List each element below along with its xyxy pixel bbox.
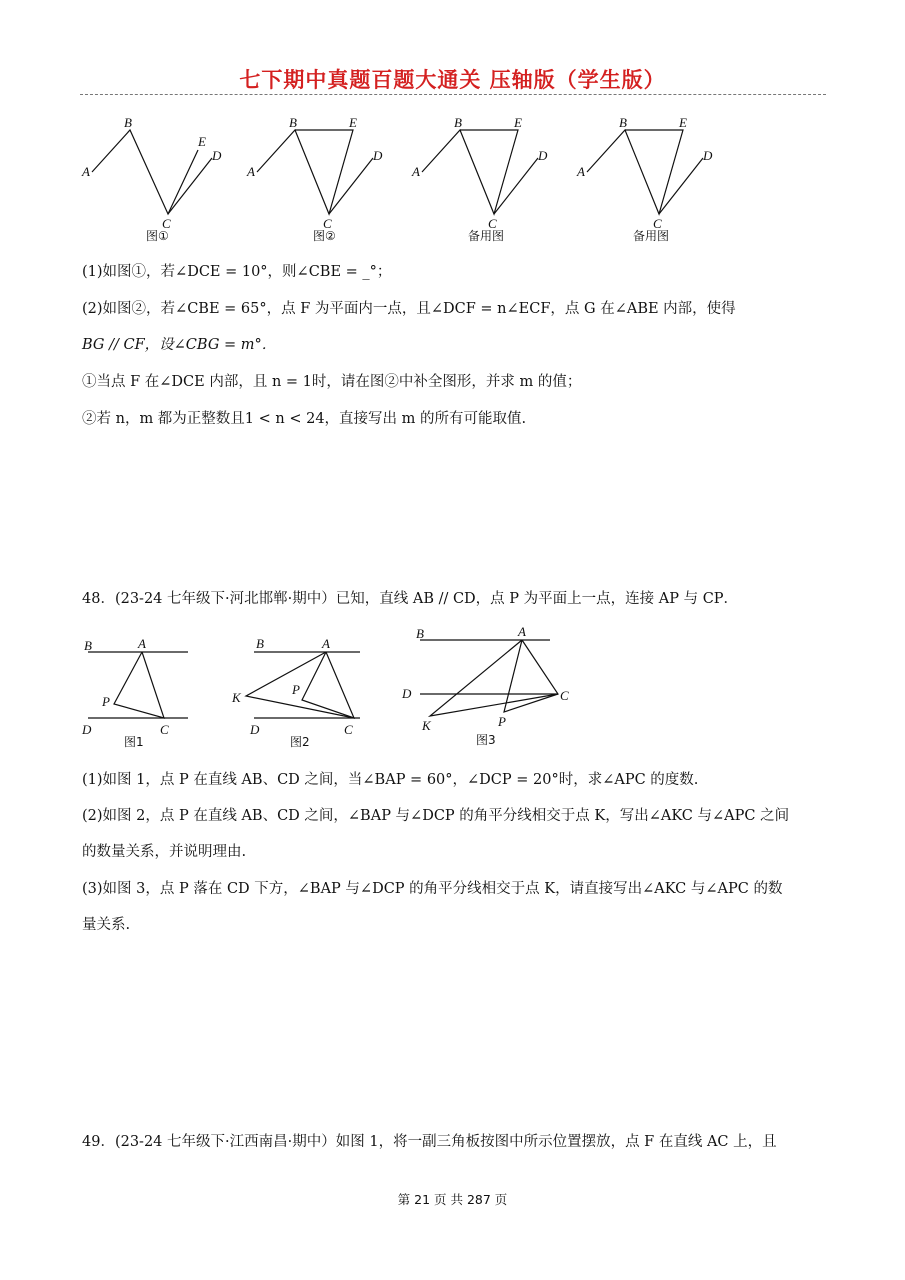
q47-fig3-label-e: E bbox=[514, 115, 522, 130]
q48-fig2-label-k: K bbox=[232, 690, 241, 705]
q47-part1: (1)如图①，若∠DCE = 10°，则∠CBE = _°； bbox=[82, 264, 392, 280]
q47-fig3-label-d: D bbox=[538, 148, 548, 163]
q47-fig4-label-c: C bbox=[653, 216, 662, 231]
q47-fig2-label-e: E bbox=[349, 115, 357, 130]
q49-stem: 49．(23-24 七年级下·江西南昌·期中）如图 1，将一副三角板按图中所示位置摆放，点 F 在直线 AC 上，且 bbox=[82, 1134, 777, 1150]
q47-fig3-caption: 备用图 bbox=[468, 229, 505, 243]
q47-fig1-caption: 图① bbox=[146, 229, 169, 243]
q47-figure-4 bbox=[575, 112, 725, 247]
q47-figure-2 bbox=[245, 112, 395, 247]
q48-fig2-label-a: A bbox=[322, 636, 330, 651]
q48-fig1-label-c: C bbox=[160, 722, 169, 737]
page-header-title: 七下期中真题百题大通关 压轴版（学生版） bbox=[239, 68, 666, 92]
q48-part3-cont: 量关系. bbox=[82, 917, 131, 933]
q48-fig3-label-p: P bbox=[498, 714, 506, 729]
q47-fig4-label-a: A bbox=[577, 164, 585, 179]
q47-subpart1: ①当点 F 在∠DCE 内部，且 n = 1时，请在图②中补全图形，并求 m 的值； bbox=[82, 374, 582, 390]
q48-figure-2 bbox=[228, 630, 378, 755]
q47-fig1-label-e: E bbox=[198, 134, 206, 149]
page-footer: 第 21 页 共 287 页 bbox=[397, 1192, 508, 1207]
q48-figure-3 bbox=[400, 622, 590, 752]
q47-fig1-label-a: A bbox=[82, 164, 90, 179]
q47-subpart2: ②若 n，m 都为正整数且1 < n < 24，直接写出 m 的所有可能取值. bbox=[82, 411, 527, 427]
q48-fig2-label-c: C bbox=[344, 722, 353, 737]
q48-part2: (2)如图 2，点 P 在直线 AB、CD 之间，∠BAP 与∠DCP 的角平分线相交于点 K，写出∠AKC 与∠APC 之间 bbox=[82, 808, 790, 824]
q47-fig1-label-c: C bbox=[162, 216, 171, 231]
q48-fig3-label-k: K bbox=[422, 718, 431, 733]
q47-fig2-label-d: D bbox=[373, 148, 383, 163]
q48-fig3-label-a: A bbox=[518, 624, 526, 639]
q47-fig3-label-a: A bbox=[412, 164, 420, 179]
q47-fig2-caption: 图② bbox=[313, 229, 336, 243]
q47-figure-1 bbox=[80, 112, 230, 247]
q47-fig3-label-c: C bbox=[488, 216, 497, 231]
q48-part1: (1)如图 1，点 P 在直线 AB、CD 之间，当∠BAP = 60°，∠DCP = 20°时，求∠APC 的度数. bbox=[82, 772, 699, 788]
q48-fig2-label-p: P bbox=[292, 682, 300, 697]
q47-fig2-label-b: B bbox=[289, 115, 297, 130]
q48-figure-1 bbox=[80, 630, 200, 755]
q48-fig1-caption: 图1 bbox=[124, 735, 144, 749]
q48-part3: (3)如图 3，点 P 落在 CD 下方，∠BAP 与∠DCP 的角平分线相交于点 K，请直接写出∠AKC 与∠APC 的数 bbox=[82, 881, 783, 897]
q47-fig2-label-a: A bbox=[247, 164, 255, 179]
q47-fig1-label-d: D bbox=[212, 148, 222, 163]
q47-fig2-label-c: C bbox=[323, 216, 332, 231]
header-divider bbox=[80, 94, 826, 95]
q48-fig1-label-p: P bbox=[102, 694, 110, 709]
q48-stem: 48．(23-24 七年级下·河北邯郸·期中）已知，直线 AB // CD，点 P 为平面上一点，连接 AP 与 CP． bbox=[82, 591, 739, 607]
q48-fig2-caption: 图2 bbox=[290, 735, 310, 749]
q47-fig4-label-d: D bbox=[703, 148, 713, 163]
q47-fig4-caption: 备用图 bbox=[633, 229, 670, 243]
q48-fig1-label-b: B bbox=[84, 638, 92, 653]
q47-fig1-label-b: B bbox=[124, 115, 132, 130]
q47-fig3-label-b: B bbox=[454, 115, 462, 130]
q48-fig2-label-d: D bbox=[250, 722, 260, 737]
q48-fig2-label-b: B bbox=[256, 636, 264, 651]
q47-fig4-label-e: E bbox=[679, 115, 687, 130]
q47-fig4-label-b: B bbox=[619, 115, 627, 130]
q47-part2: (2)如图②，若∠CBE = 65°，点 F 为平面内一点，且∠DCF = n∠ECF，点 G 在∠ABE 内部，使得 bbox=[82, 301, 736, 317]
q47-figure-3 bbox=[410, 112, 560, 247]
q48-fig3-label-c: C bbox=[560, 688, 569, 703]
q47-part2-cont: BG // CF，设∠CBG = m°． bbox=[82, 337, 277, 353]
q48-fig3-caption: 图3 bbox=[476, 733, 496, 747]
q48-fig3-label-d: D bbox=[402, 686, 412, 701]
q48-part2-cont: 的数量关系，并说明理由. bbox=[82, 844, 247, 860]
q48-fig3-label-b: B bbox=[416, 626, 424, 641]
q48-fig1-label-d: D bbox=[82, 722, 92, 737]
q48-fig1-label-a: A bbox=[138, 636, 146, 651]
